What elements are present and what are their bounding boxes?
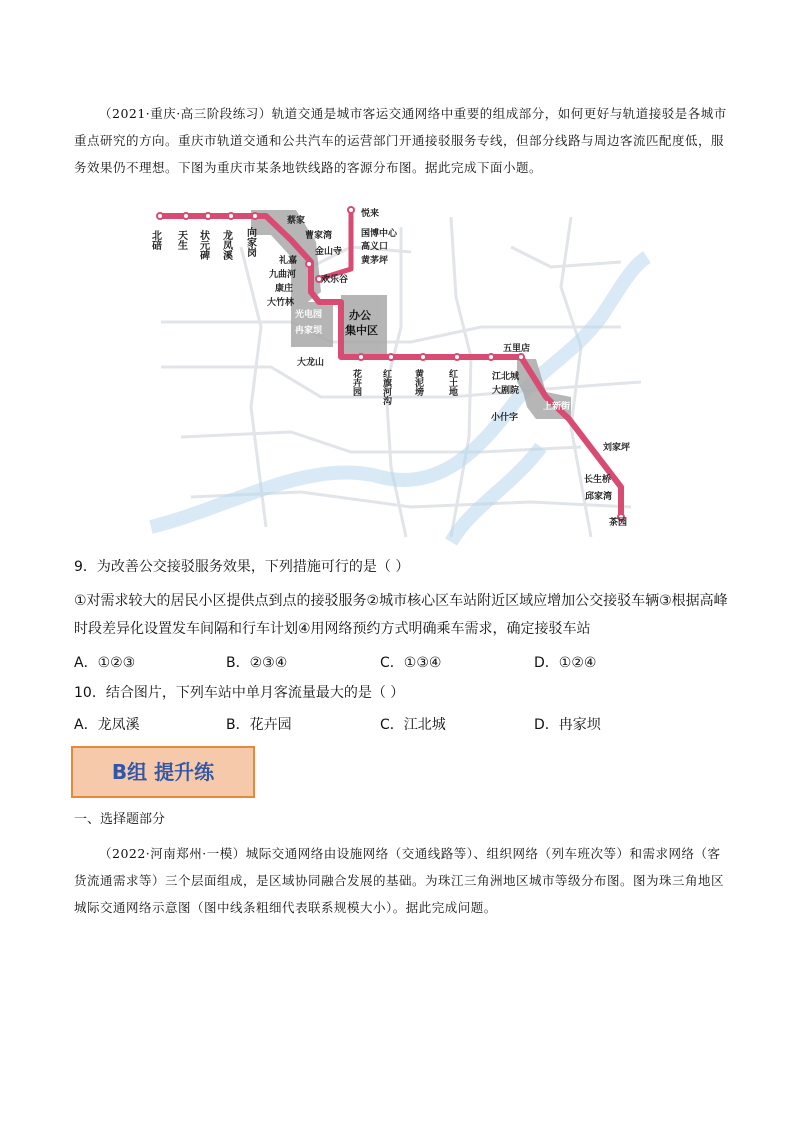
question-10-options: [74, 711, 734, 739]
station-label: 花卉园: [351, 369, 361, 396]
station-label: 邱家湾: [585, 492, 613, 502]
option-a[interactable]: A．龙凤溪: [74, 717, 140, 733]
option-d[interactable]: D．冉家坝: [534, 717, 601, 733]
station-label: 礼嘉: [279, 256, 298, 266]
station-label: 蔡家: [287, 216, 306, 226]
station-label: 黄茅坪: [361, 256, 389, 266]
station-label: 上新街: [543, 402, 571, 412]
station-label: 北碚: [149, 230, 161, 250]
option-c[interactable]: C．①③④: [380, 655, 442, 671]
station-label: 状元碑: [197, 230, 209, 260]
section-b-heading: [71, 746, 255, 798]
second-paragraph: （2022·河南郑州·一模）城际交通网络由设施网络（交通线路等）、组织网络（列车班次等）和需求网络（客货流通需求等）三个层面组成，是区域协同融合发展的基础。为珠江三角洲地区城市等级分布图。图为珠三角地区城际交通网络示意图（图中线条粗细代表联系规模大小）。据此完成问题。: [74, 846, 725, 915]
station-label: 欢乐谷: [321, 275, 349, 285]
station-label: 高义口: [361, 242, 389, 252]
station-label: 光电园: [295, 310, 323, 320]
station-label: 江北城: [492, 372, 520, 382]
station-label: 小什字: [491, 413, 519, 423]
station-label: 茶园: [609, 518, 628, 528]
section-label: 一、选择题部分: [74, 812, 166, 827]
office-label-line2: 集中区: [345, 324, 378, 337]
intro-paragraph: （2021·重庆·高三阶段练习）轨道交通是城市客运交通网络中重要的组成部分，如何更好与轨道接驳是各城市重点研究的方向。重庆市轨道交通和公共汽车的运营部门开通接驳服务专线，但部分线路与周边客流匹配度低，服务效果仍不理想。下图为重庆市某条地铁线路的客源分布图。据此完成下面小题。: [74, 106, 727, 175]
option-c[interactable]: C．江北城: [380, 717, 446, 733]
station-label: 大剧院: [492, 386, 520, 396]
metro-map: [151, 207, 647, 542]
station-label: 红旗河沟: [381, 369, 391, 405]
station-label: 大竹林: [267, 298, 295, 308]
station-label: 金山寺: [315, 247, 343, 257]
station-label: 长生桥: [584, 475, 612, 485]
station-label: 刘家坪: [603, 443, 631, 453]
station-label: 龙凤溪: [220, 230, 232, 260]
option-d[interactable]: D．①②④: [534, 655, 597, 671]
station-label: 黄泥塝: [413, 369, 423, 396]
station-label: 九曲河: [269, 270, 297, 280]
station-label: 五里店: [503, 344, 531, 354]
station-label: 悦来: [361, 209, 380, 219]
office-label-line1: 办公: [349, 309, 371, 322]
station-label: 国博中心: [361, 229, 398, 239]
station-label: 向家岗: [244, 227, 256, 257]
question-9-options: [74, 649, 734, 677]
question-10-stem: 10．结合图片，下列车站中单月客流量最大的是（ ）: [74, 685, 405, 701]
station-label: 冉家坝: [295, 326, 323, 336]
option-a[interactable]: A．①②③: [74, 655, 136, 671]
option-b[interactable]: B．花卉园: [226, 717, 292, 733]
station-label: 天生: [175, 230, 187, 250]
station-label: 大龙山: [297, 358, 325, 368]
question-9-stem: 9．为改善公交接驳服务效果，下列措施可行的是（ ）: [74, 559, 410, 575]
station-label: 红土地: [447, 369, 457, 396]
question-9-measures: ①对需求较大的居民小区提供点到点的接驳服务②城市核心区车站附近区域应增加公交接驳车辆③根据高峰时段差异化设置发车间隔和行车计划④用网络预约方式明确乘车需求，确定接驳车站: [74, 593, 728, 637]
station-label: 曹家湾: [305, 231, 333, 241]
station-label: 康庄: [275, 284, 294, 294]
option-b[interactable]: B．②③④: [226, 655, 288, 671]
section-b-title: B组 提升练: [111, 760, 215, 784]
